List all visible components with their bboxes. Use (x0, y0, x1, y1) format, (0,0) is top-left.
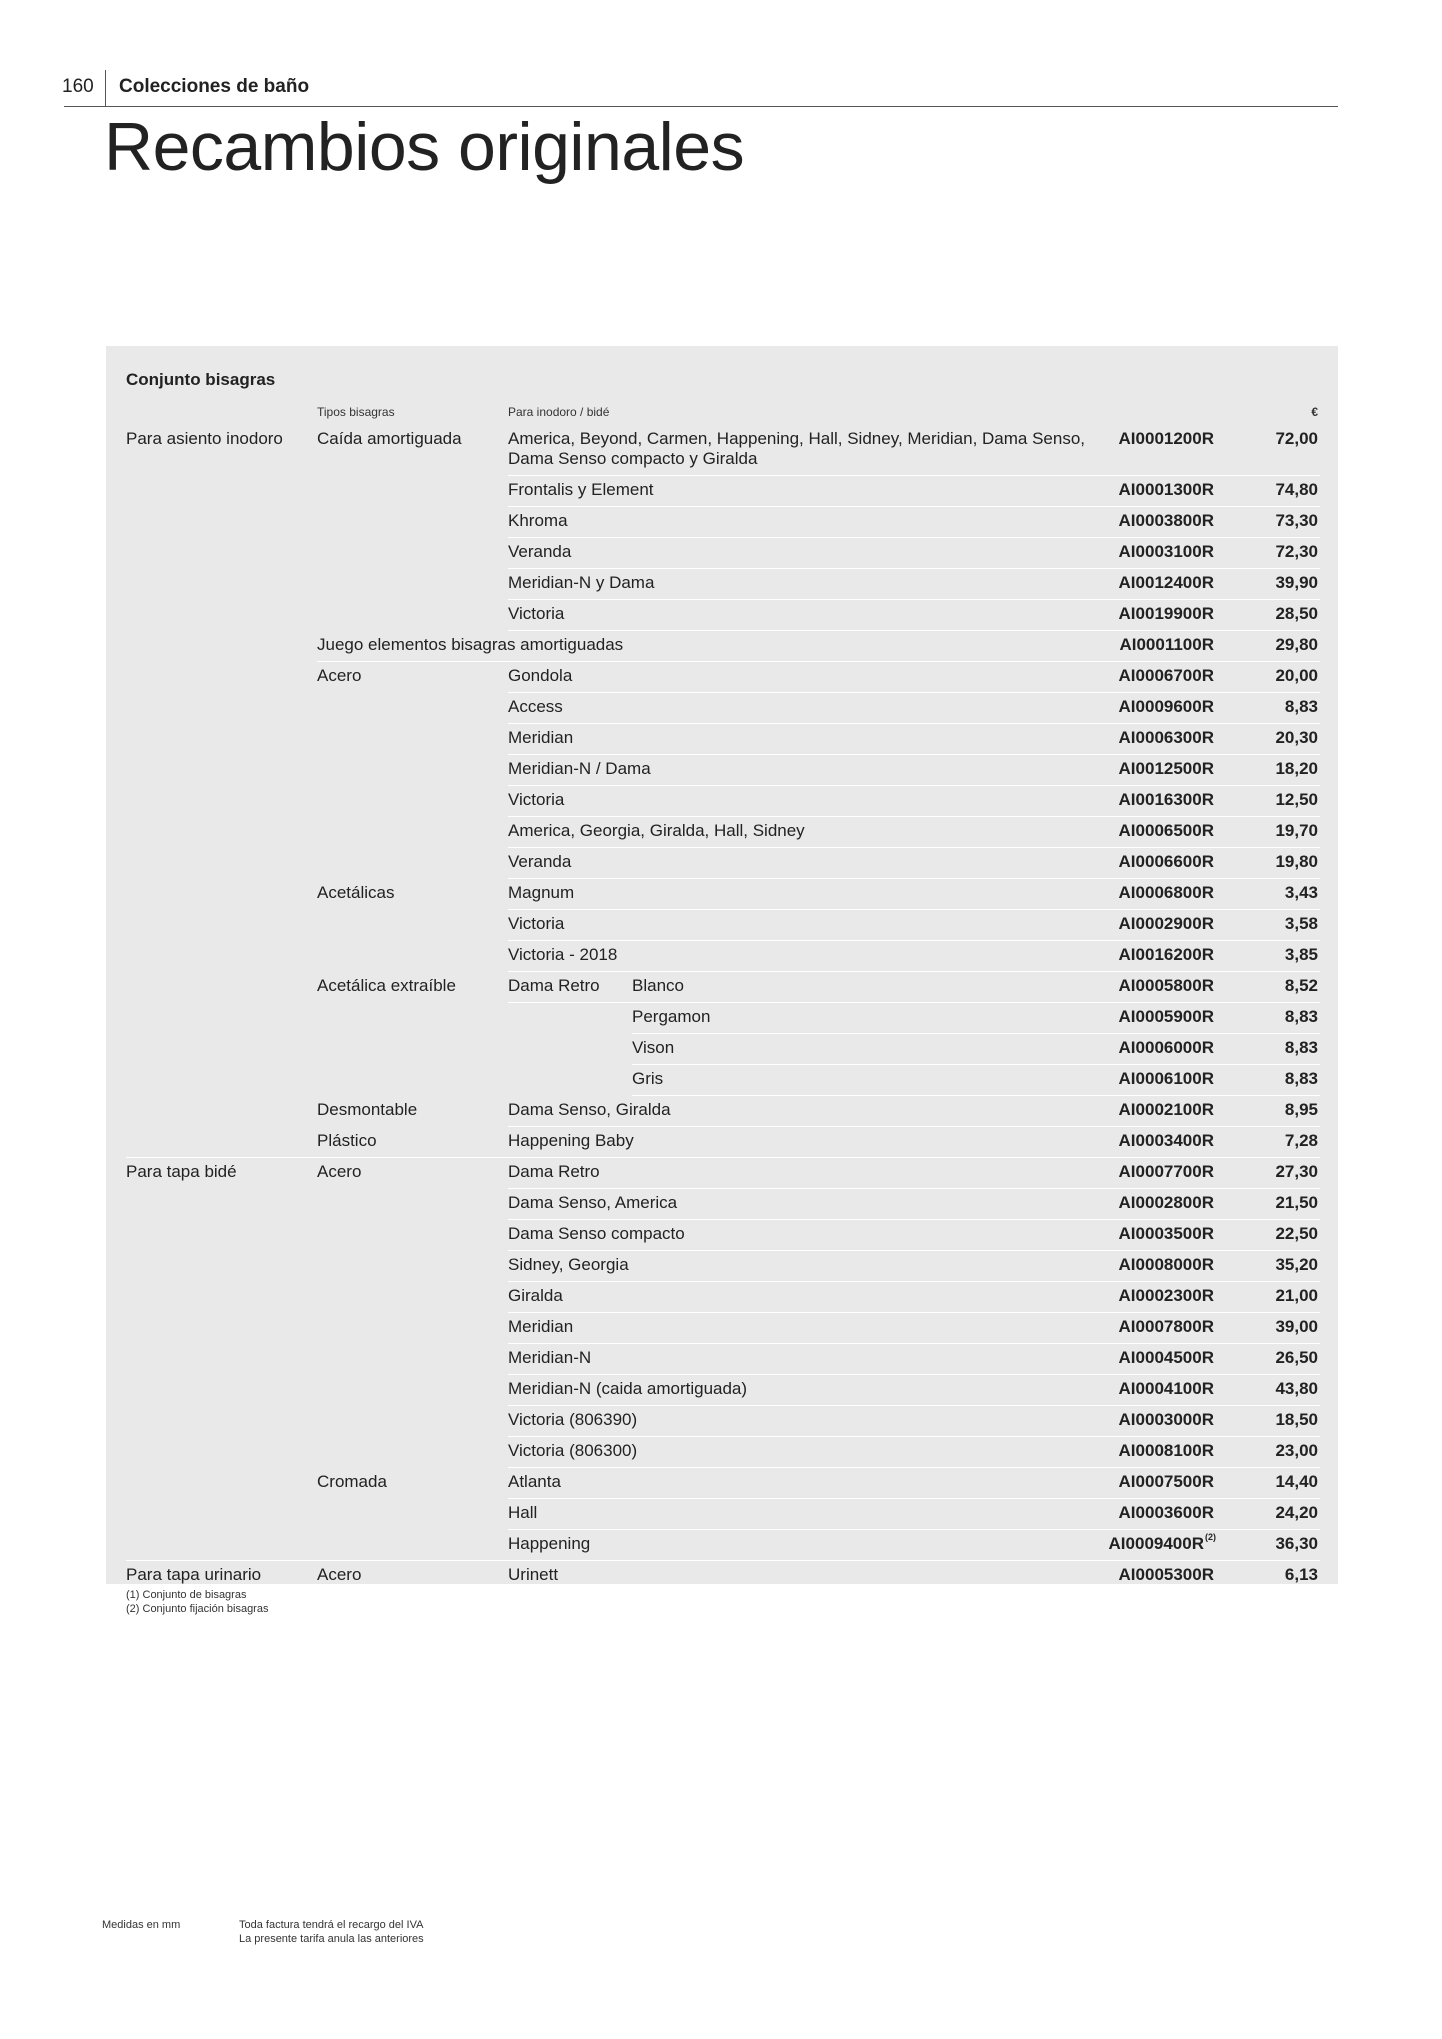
row-code: AI0009600R (1118, 697, 1214, 716)
row-tipo: Cromada (317, 1472, 387, 1491)
row-model: Victoria (508, 790, 565, 809)
row-model: Meridian-N y Dama (508, 573, 655, 592)
row-code: AI0006800R (1118, 883, 1214, 902)
row-code: AI0006000R (1118, 1038, 1214, 1057)
row-code: AI0002100R (1118, 1100, 1214, 1119)
row-code: AI0003400R (1118, 1131, 1214, 1150)
row-divider (508, 1126, 1320, 1127)
row-price: 36,30 (1275, 1534, 1318, 1553)
col-header-currency: € (1311, 405, 1318, 419)
row-divider (317, 661, 1320, 662)
row-model: Hall (508, 1503, 538, 1522)
col-header-tipo: Tipos bisagras (317, 405, 395, 419)
row-price: 14,40 (1275, 1472, 1318, 1491)
row-divider (508, 692, 1320, 693)
row-code: AI0012400R (1118, 573, 1214, 592)
row-model: Giralda (508, 1286, 563, 1305)
row-model: Dama Senso, America (508, 1193, 678, 1212)
row-model: Victoria (806300) (508, 1441, 638, 1460)
row-divider (508, 1002, 1320, 1003)
row-divider (508, 1467, 1320, 1468)
row-model: Victoria (508, 604, 565, 623)
row-code: AI0006600R (1118, 852, 1214, 871)
row-price: 74,80 (1275, 480, 1318, 499)
row-model: Frontalis y Element (508, 480, 654, 499)
row-group: Para tapa bidé (126, 1162, 237, 1181)
row-divider (126, 1157, 1320, 1158)
row-divider (508, 1250, 1320, 1251)
row-divider (508, 785, 1320, 786)
row-price: 8,83 (1284, 1007, 1318, 1026)
row-divider (508, 537, 1320, 538)
row-divider (508, 816, 1320, 817)
row-code: AI0003600R (1118, 1503, 1214, 1522)
row-code: AI0006500R (1118, 821, 1214, 840)
row-price: 3,58 (1284, 914, 1318, 933)
row-price: 73,30 (1275, 511, 1318, 530)
row-model: Veranda (508, 542, 572, 561)
row-price: 26,50 (1275, 1348, 1318, 1367)
row-divider (632, 1095, 1320, 1096)
row-tipo: Caída amortiguada (317, 429, 462, 448)
row-price: 20,30 (1275, 728, 1318, 747)
row-price: 3,43 (1284, 883, 1318, 902)
row-price: 72,30 (1275, 542, 1318, 561)
row-price: 27,30 (1275, 1162, 1318, 1181)
row-code: AI0001200R (1118, 429, 1214, 448)
row-price: 19,70 (1275, 821, 1318, 840)
row-model: Victoria - 2018 (508, 945, 618, 964)
row-price: 21,00 (1275, 1286, 1318, 1305)
row-divider (632, 1064, 1320, 1065)
row-tipo: Juego elementos bisagras amortiguadas (317, 635, 624, 654)
row-code: AI0003100R (1118, 542, 1214, 561)
col-header-para: Para inodoro / bidé (508, 405, 610, 419)
row-code-footnote: (2) (1205, 1532, 1216, 1542)
row-divider (508, 506, 1320, 507)
row-variant: Gris (632, 1069, 664, 1088)
row-model: Atlanta (508, 1472, 561, 1491)
row-divider (508, 940, 1320, 941)
footer-note (239, 1918, 424, 1946)
row-price: 22,50 (1275, 1224, 1318, 1243)
row-tipo: Acero (317, 1565, 362, 1584)
row-code: AI0001300R (1118, 480, 1214, 499)
row-model: Dama Retro (508, 1162, 600, 1181)
row-code: AI0008000R (1118, 1255, 1214, 1274)
row-price: 18,50 (1275, 1410, 1318, 1429)
row-model: Magnum (508, 883, 575, 902)
row-price: 35,20 (1275, 1255, 1318, 1274)
row-divider (508, 971, 1320, 972)
row-variant: Pergamon (632, 1007, 711, 1026)
row-model: America, Georgia, Giralda, Hall, Sidney (508, 821, 805, 840)
row-model: Victoria (508, 914, 565, 933)
row-code: AI0016300R (1118, 790, 1214, 809)
row-code: AI0003800R (1118, 511, 1214, 530)
row-divider (508, 1498, 1320, 1499)
row-code: AI0003500R (1118, 1224, 1214, 1243)
row-price: 39,90 (1275, 573, 1318, 592)
row-divider (508, 568, 1320, 569)
row-divider (126, 1560, 1320, 1561)
row-price: 72,00 (1275, 429, 1318, 448)
row-divider (508, 630, 1320, 631)
row-code: AI0006700R (1118, 666, 1214, 685)
footer-left: Medidas en mm (102, 1919, 181, 1931)
row-divider (508, 1374, 1320, 1375)
row-model: Meridian-N (508, 1348, 592, 1367)
row-price: 8,52 (1284, 976, 1318, 995)
row-code: AI0007500R (1118, 1472, 1214, 1491)
row-divider (508, 1312, 1320, 1313)
row-code: AI0002800R (1118, 1193, 1214, 1212)
row-price: 39,00 (1275, 1317, 1318, 1336)
row-tipo: Acero (317, 666, 362, 685)
row-model: Dama Retro (508, 976, 600, 995)
row-divider (508, 1188, 1320, 1189)
row-model: Victoria (806390) (508, 1410, 638, 1429)
row-tipo: Acetálicas (317, 883, 395, 902)
row-price: 28,50 (1275, 604, 1318, 623)
row-divider (508, 754, 1320, 755)
row-model: Access (508, 697, 563, 716)
row-price: 8,83 (1284, 1038, 1318, 1057)
row-model: Happening (508, 1534, 591, 1553)
row-code: AI0005300R (1118, 1565, 1214, 1584)
row-code: AI0019900R (1118, 604, 1214, 623)
row-price: 24,20 (1275, 1503, 1318, 1522)
row-code: AI0009400R (1108, 1534, 1204, 1553)
row-tipo: Desmontable (317, 1100, 418, 1119)
row-price: 43,80 (1275, 1379, 1318, 1398)
row-price: 12,50 (1275, 790, 1318, 809)
row-divider (508, 1343, 1320, 1344)
row-code: AI0005900R (1118, 1007, 1214, 1026)
row-price: 6,13 (1284, 1565, 1318, 1584)
row-divider (508, 723, 1320, 724)
row-tipo: Plástico (317, 1131, 377, 1150)
row-divider (508, 1436, 1320, 1437)
footer-line-1: Toda factura tendrá el recargo del IVA (239, 1919, 424, 1931)
row-price: 8,83 (1284, 697, 1318, 716)
row-model: Meridian-N / Dama (508, 759, 651, 778)
row-code: AI0004500R (1118, 1348, 1214, 1367)
footnote-1: (1) Conjunto de bisagras (126, 1589, 247, 1601)
row-code: AI0012500R (1118, 759, 1214, 778)
row-divider (508, 599, 1320, 600)
row-divider (508, 1529, 1320, 1530)
row-model: Khroma (508, 511, 568, 530)
row-divider (508, 475, 1320, 476)
row-price: 8,83 (1284, 1069, 1318, 1088)
row-model: Meridian-N (caida amortiguada) (508, 1379, 748, 1398)
row-code: AI0001100R (1119, 635, 1214, 654)
row-price: 7,28 (1284, 1131, 1318, 1150)
row-code: AI0007800R (1118, 1317, 1214, 1336)
table-title: Conjunto bisagras (126, 370, 276, 389)
row-code: AI0004100R (1118, 1379, 1214, 1398)
footer-line-2: La presente tarifa anula las anteriores (239, 1933, 424, 1945)
row-model: Sidney, Georgia (508, 1255, 629, 1274)
row-code: AI0003000R (1118, 1410, 1214, 1429)
row-price: 29,80 (1275, 635, 1318, 654)
row-code: AI0007700R (1118, 1162, 1214, 1181)
row-model: Dama Senso, Giralda (508, 1100, 671, 1119)
row-group: Para asiento inodoro (126, 429, 283, 448)
row-divider (508, 1405, 1320, 1406)
row-model: Veranda (508, 852, 572, 871)
row-model: Gondola (508, 666, 573, 685)
row-price: 23,00 (1275, 1441, 1318, 1460)
row-model: Urinett (508, 1565, 559, 1584)
row-price: 8,95 (1284, 1100, 1318, 1119)
row-code: AI0016200R (1118, 945, 1214, 964)
row-tipo: Acetálica extraíble (317, 976, 456, 995)
row-price: 20,00 (1275, 666, 1318, 685)
row-code: AI0006300R (1118, 728, 1214, 747)
row-model: Happening Baby (508, 1131, 634, 1150)
page-title: Recambios originales (104, 109, 745, 185)
row-price: 19,80 (1275, 852, 1318, 871)
row-price: 18,20 (1275, 759, 1318, 778)
row-model: America, Beyond, Carmen, Happening, Hall, Sidney, Meridian, Dama Senso, (508, 429, 1086, 448)
page-number: 160 (62, 76, 94, 97)
row-code: AI0008100R (1118, 1441, 1214, 1460)
footnote-2: (2) Conjunto fijación bisagras (126, 1603, 269, 1615)
row-variant: Vison (632, 1038, 675, 1057)
row-code: AI0006100R (1118, 1069, 1214, 1088)
row-code: AI0002300R (1118, 1286, 1214, 1305)
row-divider (508, 878, 1320, 879)
row-group: Para tapa urinario (126, 1565, 262, 1584)
row-model: Meridian (508, 1317, 574, 1336)
row-code: AI0002900R (1118, 914, 1214, 933)
row-tipo: Acero (317, 1162, 362, 1181)
row-divider (632, 1033, 1320, 1034)
row-price: 3,85 (1284, 945, 1318, 964)
row-variant: Blanco (632, 976, 684, 995)
row-divider (508, 1591, 1320, 1592)
row-model-line2: Dama Senso compacto y Giralda (508, 449, 758, 468)
row-model: Meridian (508, 728, 574, 747)
row-divider (508, 1281, 1320, 1282)
section-title: Colecciones de baño (119, 76, 310, 97)
row-divider (508, 1219, 1320, 1220)
row-divider (508, 909, 1320, 910)
row-divider (508, 847, 1320, 848)
row-price: 21,50 (1275, 1193, 1318, 1212)
row-code: AI0005800R (1118, 976, 1214, 995)
row-model: Dama Senso compacto (508, 1224, 685, 1243)
